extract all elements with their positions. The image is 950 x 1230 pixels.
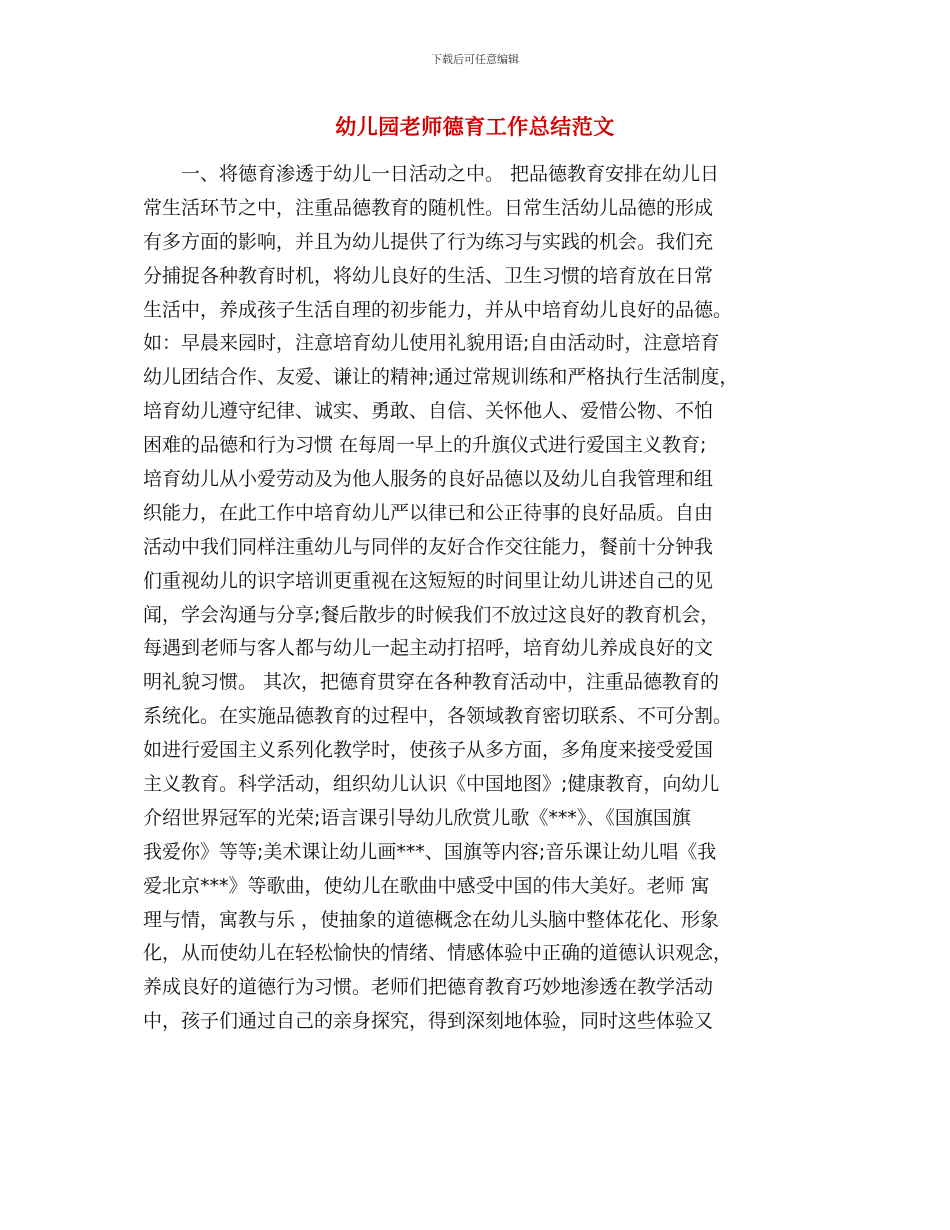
body-line: 系统化。在实施品德教育的过程中，各领域教育密切联系、不可分割。 xyxy=(143,705,733,728)
body-line: 明礼貌习惯。 其次，把德育贯穿在各种教育活动中，注重品德教育的 xyxy=(143,671,720,694)
body-line: 养成良好的道德行为习惯。老师们把德育教育巧妙地渗透在教学活动 xyxy=(143,976,714,999)
body-line: 闻，学会沟通与分享;餐后散步的时候我们不放过这良好的教育机会， xyxy=(143,603,720,626)
body-line: 有多方面的影响，并且为幼儿提供了行为练习与实践的机会。我们充 xyxy=(143,230,714,253)
body-line: 幼儿团结合作、友爱、谦让的精神;通过常规训练和严格执行生活制度， xyxy=(143,366,739,389)
body-text xyxy=(143,158,833,1039)
body-line: 中，孩子们通过自己的亲身探究，得到深刻地体验，同时这些体验又 xyxy=(143,1010,714,1033)
body-line: 培育幼儿遵守纪律、诚实、勇敢、自信、关怀他人、爱惜公物、不怕 xyxy=(143,400,714,423)
body-line: 一、将德育渗透于幼儿一日活动之中。 把品德教育安排在幼儿日 xyxy=(143,163,720,185)
body-line: 培育幼儿从小爱劳动及为他人服务的良好品德以及幼儿自我管理和组 xyxy=(143,468,714,491)
body-line: 活动中我们同样注重幼儿与同伴的友好合作交往能力，餐前十分钟我 xyxy=(143,535,714,558)
body-line: 常生活环节之中，注重品德教育的随机性。日常生活幼儿品德的形成 xyxy=(143,196,714,219)
body-line: 我爱你》等等;美术课让幼儿画***、国旗等内容;音乐课让幼儿唱《我 xyxy=(143,840,717,863)
body-line: 如进行爱国主义系列化教学时，使孩子从多方面，多角度来接受爱国 xyxy=(143,739,714,762)
body-line: 化，从而使幼儿在轻松愉快的情绪、情感体验中正确的道德认识观念， xyxy=(143,942,733,965)
body-line: 每遇到老师与客人都与幼儿一起主动打招呼，培育幼儿养成良好的文 xyxy=(143,637,714,660)
body-line: 主义教育。科学活动，组织幼儿认识《中国地图》;健康教育，向幼儿 xyxy=(143,773,720,796)
body-line: 理与情，寓教与乐 ，使抽象的道德概念在幼儿头脑中整体花化、形象 xyxy=(143,908,720,931)
body-line: 如：早晨来园时，注意培育幼儿使用礼貌用语;自由活动时，注意培育 xyxy=(143,332,720,355)
body-line: 织能力，在此工作中培育幼儿严以律已和公正待事的良好品质。自由 xyxy=(143,501,714,524)
body-line: 们重视幼儿的识字培训更重视在这短短的时间里让幼儿讲述自己的见 xyxy=(143,569,714,592)
body-line: 困难的品德和行为习惯 在每周一早上的升旗仪式进行爱国主义教育; xyxy=(143,434,707,457)
body-line: 生活中，养成孩子生活自理的初步能力，并从中培育幼儿良好的品德。 xyxy=(143,298,733,321)
document-title: 幼儿园老师德育工作总结范文 xyxy=(335,115,615,139)
body-line: 分捕捉各种教育时机，将幼儿良好的生活、卫生习惯的培育放在日常 xyxy=(143,264,714,287)
body-line: 介绍世界冠军的光荣;语言课引导幼儿欣赏儿歌《***》、《国旗国旗 xyxy=(143,806,691,829)
header-note: 下载后可任意编辑 xyxy=(431,53,519,66)
body-line: 爱北京***》等歌曲，使幼儿在歌曲中感受中国的伟大美好。老师 寓 xyxy=(143,874,710,897)
